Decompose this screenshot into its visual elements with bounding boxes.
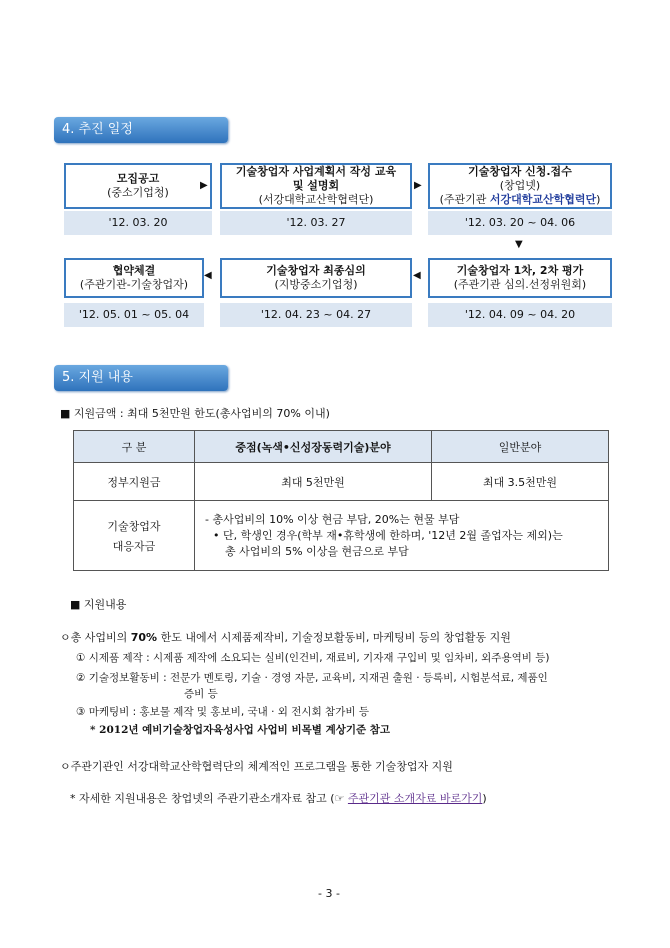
step-application (428, 163, 612, 209)
sub-suffix: ) (596, 193, 601, 206)
sub-item-tech-info: ② 기술정보활동비 : 전문가 멘토링, 기술 · 경영 자문, 교육비, 지재권 출원 · 등록비, 시험분석료, 제품인 (76, 672, 548, 684)
section-4-title: 4. 추진 일정 (54, 117, 228, 143)
step-date: '12. 03. 27 (220, 211, 412, 235)
step-title-2: 및 설명회 (292, 179, 340, 192)
step-recruit-notice (64, 163, 212, 209)
step-title: 기술창업자 사업계획서 작성 교육 (235, 165, 397, 178)
item-suffix: 한도 내에서 시제품제작비, 기술정보활동비, 마케팅비 등의 창업활동 지원 (157, 631, 511, 644)
item-percent: 70% (130, 631, 158, 644)
note-prefix: * 자세한 지원내용은 창업넷의 주관기관소개자료 참고 (☞ (70, 792, 348, 805)
arrow-right-icon: ▶ (200, 180, 208, 191)
step-title: 기술창업자 1차, 2차 평가 (456, 264, 584, 277)
detail-line-2: • 단, 학생인 경우(학부 재•휴학생에 한하며, '12년 2월 졸업자는 제외)는 (213, 528, 563, 542)
support-amount: ■ 지원금액 : 최대 5천만원 한도(총사업비의 70% 이내) (60, 407, 330, 420)
item-prefix: ㅇ총 사업비의 (60, 631, 131, 644)
step-date: '12. 05. 01 ~ 05. 04 (64, 303, 204, 327)
support-item-1 (60, 631, 511, 645)
cell-matching-detail (195, 501, 609, 571)
detail-line-3: 총 사업비의 5% 이상을 현금으로 부담 (225, 544, 409, 558)
header-general-field: 일반분야 (432, 431, 609, 463)
step-date: '12. 04. 09 ~ 04. 20 (428, 303, 612, 327)
sub-prefix: (주관기관 (439, 193, 490, 206)
support-table (73, 430, 609, 571)
support-content-heading: ■ 지원내용 (70, 598, 127, 611)
step-date: '12. 03. 20 ~ 04. 06 (428, 211, 612, 235)
step-sub: (주관기관 심의.선정위원회) (453, 278, 587, 291)
label-line-2: 대응자금 (112, 539, 156, 553)
step-plan-education (220, 163, 412, 209)
page-number: - 3 - (318, 887, 340, 900)
step-title: 기술창업자 신청.접수 (468, 165, 572, 178)
org-name: 서강대학교산학협력단 (489, 193, 597, 206)
step-sub: (지방중소기업청) (274, 278, 358, 291)
step-title: 모집공고 (116, 172, 160, 185)
cell-general-amount: 최대 3.5천만원 (432, 463, 609, 501)
step-sub: (주관기관-기술창업자) (79, 278, 189, 291)
section-5-title: 5. 지원 내용 (54, 365, 228, 391)
note-budget-standard: * 2012년 예비기술창업자육성사업 사업비 비목별 계상기준 참고 (90, 724, 391, 736)
step-title: 기술창업자 최종심의 (266, 264, 366, 277)
step-agreement (64, 258, 204, 298)
note-details (70, 792, 487, 806)
cell-focus-amount: 최대 5천만원 (195, 463, 432, 501)
step-evaluation (428, 258, 612, 298)
header-category: 구 분 (74, 431, 195, 463)
note-suffix: ) (482, 792, 487, 805)
sub-item-prototype: ① 시제품 제작 : 시제품 제작에 소요되는 실비(인건비, 재료비, 기자재 구입비 및 임차비, 외주용역비 등) (76, 652, 550, 664)
arrow-right-icon: ▶ (414, 180, 422, 191)
step-date: '12. 03. 20 (64, 211, 212, 235)
step-date: '12. 04. 23 ~ 04. 27 (220, 303, 412, 327)
support-item-2: ㅇ주관기관인 서강대학교산학협력단의 체계적인 프로그램을 통한 기술창업자 지원 (60, 760, 453, 773)
step-sub: (창업넷) (499, 179, 541, 192)
detail-line-1: - 총사업비의 10% 이상 현금 부담, 20%는 현물 부담 (205, 512, 460, 526)
row-label-matching-fund (74, 501, 195, 571)
sub-item-tech-info-cont: 증비 등 (184, 688, 218, 700)
header-focus-field: 중점(녹색•신성장동력기술)분야 (195, 431, 432, 463)
step-sub-2 (430, 193, 610, 207)
step-title: 협약체결 (112, 264, 156, 277)
row-label-gov-support: 정부지원금 (74, 463, 195, 501)
arrow-left-icon: ◀ (413, 270, 421, 281)
step-sub: (서강대학교산학협력단) (258, 193, 374, 206)
arrow-down-icon: ▼ (515, 239, 523, 250)
sub-item-marketing: ③ 마케팅비 : 홍보물 제작 및 홍보비, 국내 · 외 전시회 참가비 등 (76, 706, 369, 718)
step-sub: (중소기업청) (107, 186, 169, 199)
label-line-1: 기술창업자 (107, 519, 161, 533)
arrow-left-icon: ◀ (204, 270, 212, 281)
org-intro-link[interactable]: 주관기관 소개자료 바로가기 (347, 792, 483, 805)
step-final-review (220, 258, 412, 298)
